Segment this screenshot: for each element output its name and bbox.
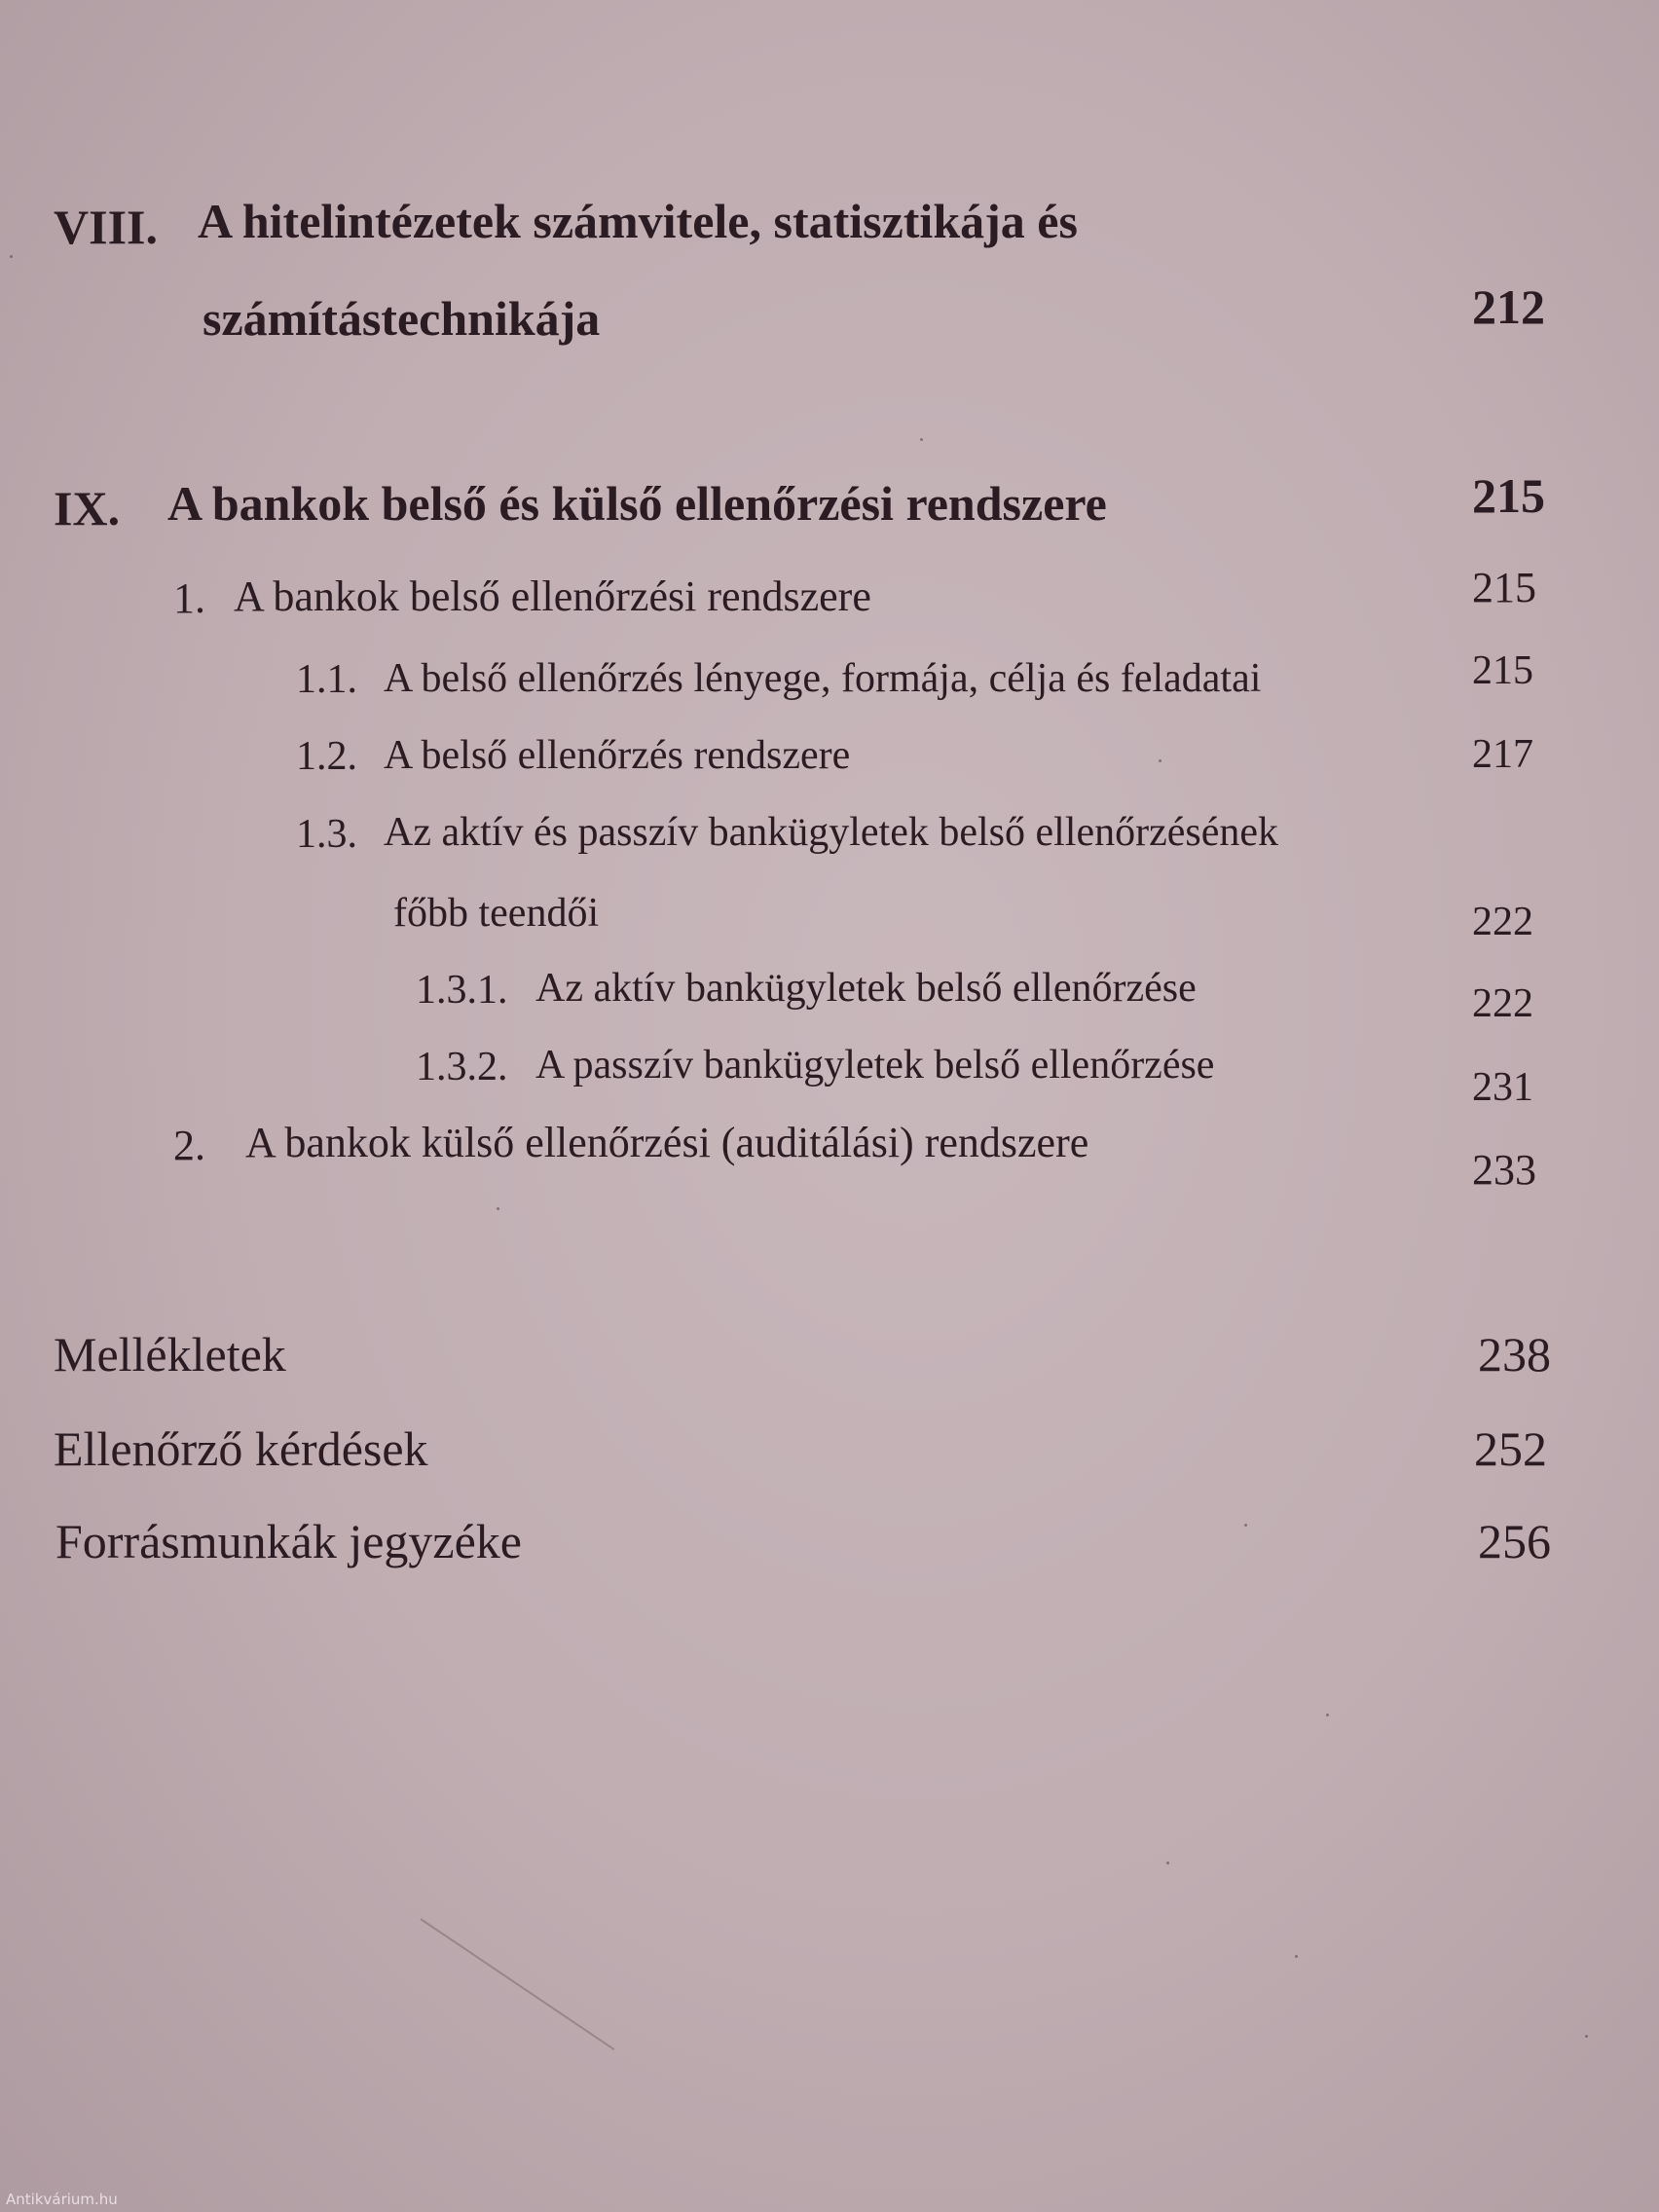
paper-speck [1585, 2035, 1588, 2038]
paper-speck [1166, 1862, 1169, 1864]
paper-speck [920, 438, 923, 441]
appendix-page-number: 252 [1474, 1421, 1547, 1476]
appendix-page-number: 256 [1478, 1514, 1551, 1568]
subsection-number: 1.1. [296, 657, 357, 702]
paper-speck [1244, 1524, 1247, 1527]
appendix-page-number: 238 [1478, 1327, 1551, 1382]
subsection-title: A belső ellenőrzés rendszere [384, 733, 851, 778]
subsection-title-line1: Az aktív és passzív bankügyletek belső ellenőrzésének [384, 810, 1279, 855]
section-title: A bankok külső ellenőrzési (auditálási) rendszere [245, 1119, 1089, 1166]
paper-scratch [420, 1918, 614, 2050]
subsubsection-number: 1.3.2. [416, 1045, 508, 1089]
subsection-title-line2: főbb teendői [393, 891, 600, 936]
site-watermark: Antikvárium.hu [6, 2191, 118, 2208]
section-page-number: 215 [1472, 564, 1536, 611]
section-number: 2. [173, 1122, 205, 1169]
subsection-page-number: 217 [1472, 732, 1533, 777]
paper-speck [1295, 1955, 1298, 1958]
chapter-title-line2: számítástechnikája [203, 291, 601, 346]
chapter-number: IX. [54, 481, 121, 535]
section-number: 1. [173, 574, 205, 622]
appendix-title: Ellenőrző kérdések [54, 1421, 428, 1476]
section-title: A bankok belső ellenőrzési rendszere [234, 572, 871, 620]
subsubsection-page-number: 222 [1472, 981, 1533, 1026]
subsubsection-number: 1.3.1. [416, 968, 508, 1013]
subsubsection-title: Az aktív bankügyletek belső ellenőrzése [535, 966, 1197, 1011]
section-page-number: 233 [1472, 1146, 1536, 1194]
subsection-number: 1.2. [296, 734, 357, 779]
subsubsection-title: A passzív bankügyletek belső ellenőrzése [535, 1043, 1215, 1088]
paper-speck [10, 255, 13, 258]
chapter-number: VIII. [54, 200, 158, 254]
appendix-title: Forrásmunkák jegyzéke [55, 1514, 523, 1568]
paper-speck [1159, 759, 1161, 762]
paper-speck [497, 1207, 499, 1210]
subsection-title: A belső ellenőrzés lényege, formája, célja és feladatai [384, 656, 1262, 701]
chapter-title: A bankok belső és külső ellenőrzési rendszere [167, 476, 1107, 531]
appendix-title: Mellékletek [54, 1327, 286, 1382]
chapter-title-line1: A hitelintézetek számvitele, statisztikája és [198, 194, 1078, 248]
subsection-number: 1.3. [296, 812, 357, 857]
subsubsection-page-number: 231 [1472, 1065, 1533, 1110]
subsection-page-number: 222 [1472, 900, 1533, 944]
subsection-page-number: 215 [1472, 648, 1533, 693]
chapter-page-number: 212 [1472, 279, 1545, 334]
chapter-page-number: 215 [1472, 468, 1545, 523]
paper-speck [1326, 1714, 1329, 1716]
